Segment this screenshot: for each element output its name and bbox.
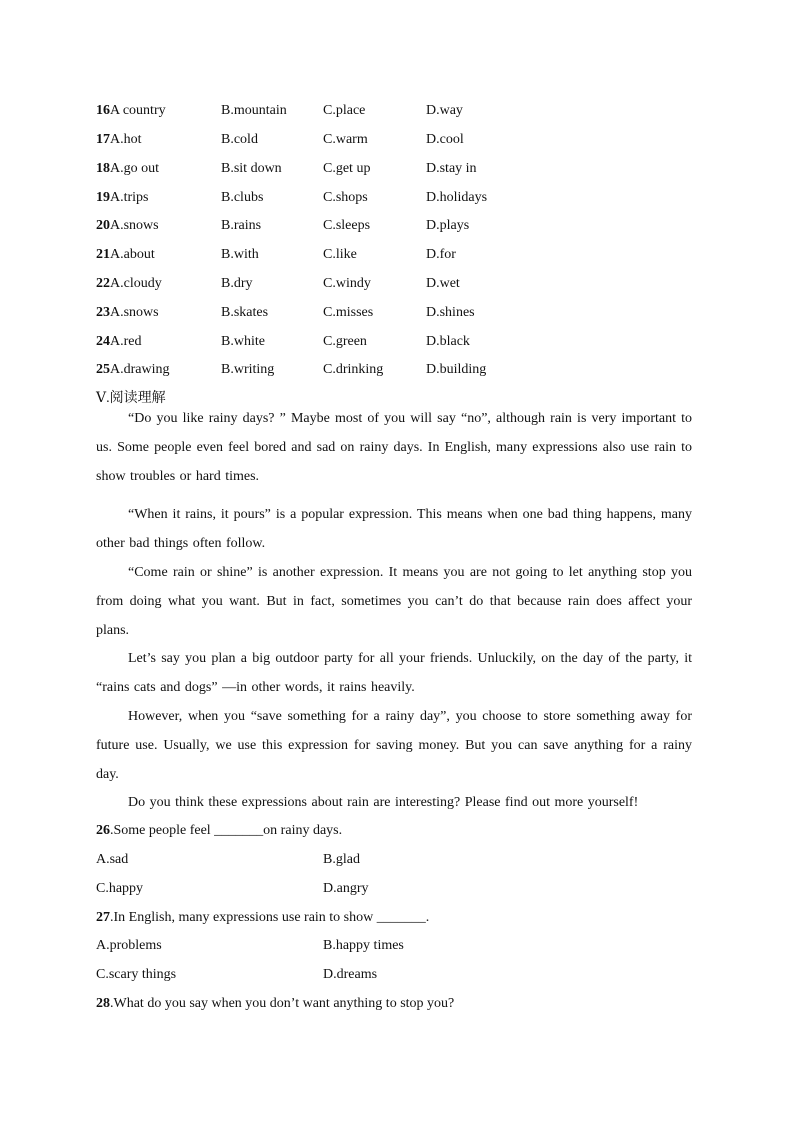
option-b: B.clubs [221, 190, 264, 205]
option-d: D.for [426, 247, 456, 262]
option-a [96, 101, 166, 121]
option-a [96, 159, 159, 179]
option-c: C.drinking [323, 362, 384, 377]
passage-paragraph-5: However, when you “save something for a rainy day”, you choose to store something away for future use. Usually, we use this expression for saving money. But you can save anything for a rainy day. [96, 709, 692, 782]
option-c: C.warm [323, 132, 368, 147]
question-text: .In English, many expressions use rain to show _______. [110, 910, 430, 925]
option-a: A.problems [96, 938, 162, 953]
question-number: 27 [96, 910, 110, 925]
passage-paragraph-3: “Come rain or shine” is another expression. It means you are not going to let anything stop you from doing what you want. But in fact, sometimes you can’t do that because rain does affect your plans. [96, 565, 692, 638]
option-a [96, 303, 159, 323]
option-c: C.shops [323, 190, 368, 205]
option-d: D.dreams [323, 967, 378, 982]
option-a-text: A country [110, 103, 166, 118]
question-text: .Some people feel _______on rainy days. [110, 823, 343, 838]
question-number: 16 [96, 103, 110, 118]
option-a [96, 245, 155, 265]
option-a [96, 360, 170, 380]
question-number: 17 [96, 132, 110, 147]
option-a-text: A.cloudy [110, 276, 162, 291]
option-a-text: A.about [110, 247, 155, 262]
option-d: D.wet [426, 276, 460, 291]
option-b: B.with [221, 247, 259, 262]
passage-paragraph-4: Let’s say you plan a big outdoor party for all your friends. Unluckily, on the day of the party, it “rains cats and dogs” —in other words, it rains heavily. [96, 651, 692, 695]
option-c: C.windy [323, 276, 371, 291]
option-a-text: A.trips [110, 190, 149, 205]
option-a: A.sad [96, 852, 129, 867]
question-number: 24 [96, 334, 110, 349]
option-b: B.cold [221, 132, 258, 147]
option-c: C.green [323, 334, 367, 349]
option-a [96, 274, 162, 294]
option-b: B.writing [221, 362, 275, 377]
option-b: B.mountain [221, 103, 287, 118]
question-26 [96, 821, 342, 841]
question-27 [96, 908, 429, 928]
option-d: D.shines [426, 305, 475, 320]
question-number: 26 [96, 823, 110, 838]
option-a [96, 130, 142, 150]
question-number: 21 [96, 247, 110, 262]
question-number: 18 [96, 161, 110, 176]
option-a [96, 332, 142, 352]
option-c: C.happy [96, 881, 144, 896]
option-c: C.get up [323, 161, 371, 176]
question-number: 28 [96, 996, 110, 1011]
question-number: 22 [96, 276, 110, 291]
option-d: D.angry [323, 881, 369, 896]
option-a-text: A.red [110, 334, 142, 349]
option-c: C.misses [323, 305, 374, 320]
question-28 [96, 994, 454, 1014]
option-c: C.sleeps [323, 218, 371, 233]
option-d: D.black [426, 334, 470, 349]
option-c: C.like [323, 247, 357, 262]
question-number: 19 [96, 190, 110, 205]
option-a [96, 188, 149, 208]
option-b: B.skates [221, 305, 269, 320]
option-a-text: A.hot [110, 132, 142, 147]
option-b: B.sit down [221, 161, 282, 176]
section-title: Ⅴ.阅读理解 [96, 391, 166, 406]
option-a [96, 216, 159, 236]
option-c: C.place [323, 103, 366, 118]
option-a-text: A.snows [110, 305, 159, 320]
option-a-text: A.go out [110, 161, 159, 176]
question-number: 25 [96, 362, 110, 377]
passage-paragraph-6: Do you think these expressions about rain are interesting? Please find out more yourself! [128, 795, 639, 810]
option-d: D.cool [426, 132, 464, 147]
option-c: C.scary things [96, 967, 177, 982]
option-d: D.building [426, 362, 487, 377]
question-text: .What do you say when you don’t want anything to stop you? [110, 996, 455, 1011]
option-b: B.glad [323, 852, 360, 867]
option-b: B.dry [221, 276, 253, 291]
option-d: D.plays [426, 218, 470, 233]
option-d: D.stay in [426, 161, 477, 176]
option-a-text: A.drawing [110, 362, 170, 377]
question-number: 20 [96, 218, 110, 233]
option-d: D.holidays [426, 190, 488, 205]
option-b: B.rains [221, 218, 262, 233]
option-b: B.happy times [323, 938, 404, 953]
question-number: 23 [96, 305, 110, 320]
passage-paragraph-1: “Do you like rainy days? ” Maybe most of you will say “no”, although rain is very important to us. Some people even feel bored and sad on rainy days. In English, many expressions also use rain to show troubles or hard times. [96, 411, 692, 484]
option-a-text: A.snows [110, 218, 159, 233]
passage-paragraph-2: “When it rains, it pours” is a popular expression. This means when one bad thing happens, many other bad things often follow. [96, 507, 692, 551]
option-d: D.way [426, 103, 463, 118]
option-b: B.white [221, 334, 265, 349]
